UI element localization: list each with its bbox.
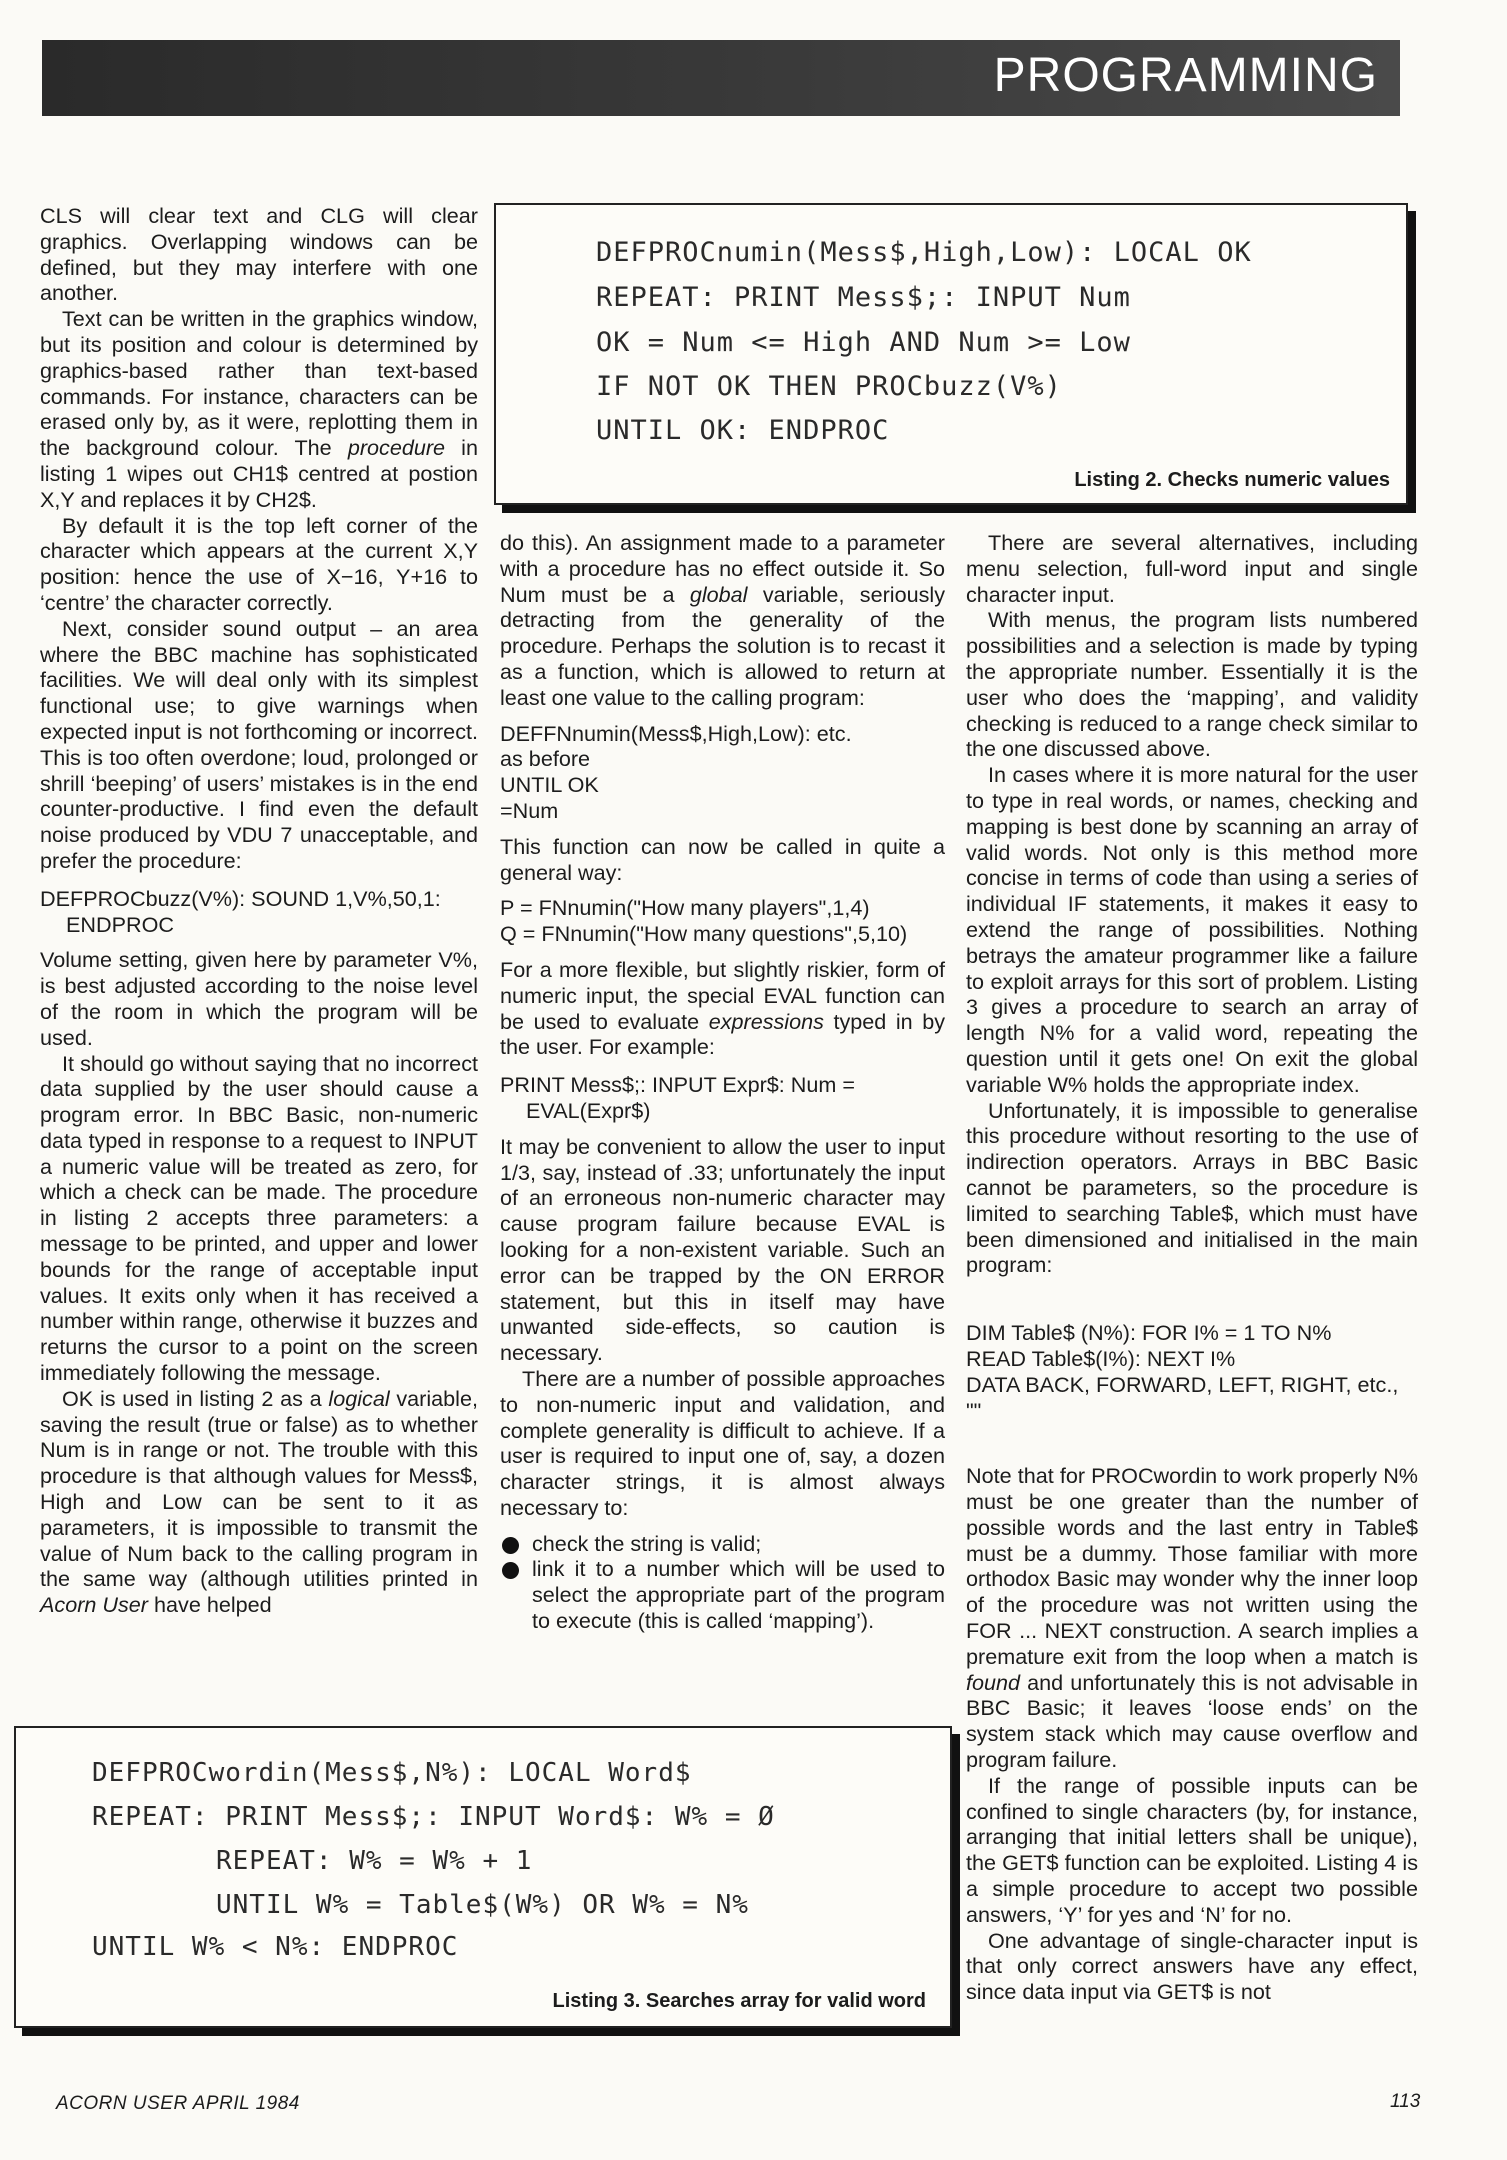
paragraph: For a more flexible, but slightly riskier, form of numeric input, the special EVAL function can be used to evaluate expressions typed in by the user. For example: xyxy=(500,956,945,1060)
bullet-list xyxy=(500,1531,945,1634)
paragraph: Next, consider sound output – an area where the BBC machine has sophisticated facilities. We will deal only with its simplest functional use; to give warnings when expected input is not forthcoming or incorrect. This is too often overdone; loud, prolonged or shrill ‘beeping’ of users’ mistakes is in the end counter-productive. I find even the default noise produced by VDU 7 unacceptable, and prefer the procedure: xyxy=(40,615,478,873)
listing-2-caption: Listing 2. Checks numeric values xyxy=(1074,469,1390,491)
listing-3-line: DEFPROCwordin(Mess$,N%): LOCAL Word$ xyxy=(92,1758,692,1788)
code-snippet: DEFPROCbuzz(V%): SOUND 1,V%,50,1: ENDPROC xyxy=(40,885,441,937)
code-snippet: PRINT Mess$;: INPUT Expr$: Num = EVAL(Expr$) xyxy=(500,1072,855,1123)
code-snippet: P = FNnumin("How many players",1,4) Q = FNnumin("How many questions",5,10) xyxy=(500,895,908,947)
code-snippet: DEFFNnumin(Mess$,High,Low): etc. as before UNTIL OK =Num xyxy=(500,720,852,823)
listing-2-line: UNTIL OK: ENDPROC xyxy=(596,415,890,446)
listing-3-line: REPEAT: PRINT Mess$;: INPUT Word$: W% = Ø xyxy=(92,1802,775,1832)
paragraph: Note that for PROCwordin to work properly N% must be one greater than the number of possible words and the last entry in Table$ must be a dummy. Those familiar with more orthodox Basic may wonder why the inner loop of the procedure was not written using the FOR ... NEXT construction. A search implies a premature exit from the loop when a match is found and unfortunately this is not advisable in BBC Basic; it leaves ‘loose ends’ on the system stack which may cause overflow and program failure. xyxy=(966,1463,1418,1773)
listing-2-box xyxy=(494,203,1408,505)
paragraph: do this). An assignment made to a parameter with a procedure has no effect outside it. So Num must be a global variable, seriously detracting from the generality of the procedure. Perhaps the solution is to recast it as a function, which is allowed to return at least one value to the calling program: xyxy=(500,530,945,710)
paragraph: Text can be written in the graphics window, but its position and colour is determined by graphics-based rather than text-based commands. For instance, characters can be erased only by, as it were, replotting them in the background colour. The procedure in listing 1 wipes out CH1$ centred at postion X,Y and replaces it by CH2$. xyxy=(40,306,478,512)
section-title: PROGRAMMING xyxy=(993,49,1378,102)
footer-issue: ACORN USER APRIL 1984 xyxy=(56,2093,300,2114)
paragraph: If the range of possible inputs can be confined to single characters (by, for instance, arranging that initial letters shall be unique), the GET$ function can be exploited. Listing 4 is a simple procedure to accept two possible answers, ‘Y’ for yes and ‘N’ for no. xyxy=(966,1772,1418,1927)
listing-3-line: REPEAT: W% = W% + 1 xyxy=(216,1846,533,1876)
paragraph: This function can now be called in quite a general way: xyxy=(500,833,945,885)
bullet-item: check the string is valid; xyxy=(500,1531,945,1557)
listing-2-line: IF NOT OK THEN PROCbuzz(V%) xyxy=(596,371,1062,402)
listing-3-line: UNTIL W% = Table$(W%) OR W% = N% xyxy=(216,1890,749,1920)
paragraph: Volume setting, given here by parameter V%, is best adjusted according to the noise level of the room in which the program will be used. xyxy=(40,947,478,1050)
paragraph: It may be convenient to allow the user to input 1/3, say, instead of .33; unfortunately the input of an erroneous non-numeric character may cause program failure because EVAL is looking for a non-existent variable. Such an error can be trapped by the ON ERROR statement, but this in itself may have unwanted side-effects, so caution is necessary. xyxy=(500,1133,945,1366)
listing-2-line: OK = Num <= High AND Num >= Low xyxy=(596,327,1131,358)
paragraph: By default it is the top left corner of the character which appears at the current X,Y position: hence the use of X−16, Y+16 to ‘centre’ the character correctly. xyxy=(40,512,478,615)
paragraph: It should go without saying that no incorrect data supplied by the user should cause a program error. In BBC Basic, non-numeric data typed in response to a request to INPUT a numeric value will be treated as zero, for which a check can be made. The procedure in listing 2 accepts three parameters: a message to be printed, and upper and lower bounds for the range of acceptable input values. It exits only when it has received a number within range, otherwise it buzzes and returns the cursor to a point on the screen immediately following the message. xyxy=(40,1050,478,1386)
article-column-1 xyxy=(40,203,478,1618)
section-header-bar xyxy=(42,40,1400,116)
paragraph: With menus, the program lists numbered possibilities and a selection is made by typing the appropriate number. Essentially it is the user who does the ‘mapping’, and validity checking is reduced to a range check similar to the one discussed above. xyxy=(966,607,1418,762)
listing-2-line: REPEAT: PRINT Mess$;: INPUT Num xyxy=(596,282,1131,313)
listing-3-caption: Listing 3. Searches array for valid word xyxy=(552,1990,926,2012)
bullet-item: link it to a number which will be used to select the appropriate part of the program to execute (this is called ‘mapping’). xyxy=(500,1556,945,1633)
paragraph: In cases where it is more natural for the user to type in real words, or names, checking and mapping is best done by scanning an array of valid words. Not only is this method more concise in terms of code than using a series of individual IF statements, it makes it easy to extend the range of possibilities. Nothing betrays the amateur programmer like a failure to exploit arrays for this sort of problem. Listing 3 gives a procedure to search an array of length N% for a valid word, repeating the question until it gets one! On exit the global variable W% holds the appropriate index. xyxy=(966,762,1418,1097)
listing-2-line: DEFPROCnumin(Mess$,High,Low): LOCAL OK xyxy=(596,237,1252,268)
paragraph: CLS will clear text and CLG will clear graphics. Overlapping windows can be defined, but they may interfere with one another. xyxy=(40,203,478,306)
paragraph: OK is used in listing 2 as a logical variable, saving the result (true or false) as to whether Num is in range or not. The trouble with this procedure is that although values for Mess$, High and Low can be sent to it as parameters, it is impossible to transmit the value of Num back to the calling program in the same way (although utilities printed in Acorn User have helped xyxy=(40,1385,478,1618)
paragraph: Unfortunately, it is impossible to generalise this procedure without resorting to the use of indirection operators. Arrays in BBC Basic cannot be parameters, so the procedure is limited to searching Table$, which must have been dimensioned and initialised in the main program: xyxy=(966,1097,1418,1278)
listing-3-line: UNTIL W% < N%: ENDPROC xyxy=(92,1932,459,1962)
article-column-3 xyxy=(966,530,1418,2005)
paragraph: There are a number of possible approaches to non-numeric input and validation, and complete generality is difficult to achieve. If a user is required to input one of, say, a dozen character strings, it is almost always necessary to: xyxy=(500,1365,945,1520)
paragraph: One advantage of single-character input is that only correct answers have any effect, since data input via GET$ is not xyxy=(966,1927,1418,2005)
code-snippet: DIM Table$ (N%): FOR I% = 1 TO N% READ Table$(I%): NEXT I% DATA BACK, FORWARD, LEFT, RIGHT, etc., "" xyxy=(966,1320,1399,1423)
listing-3-box xyxy=(14,1726,952,2028)
article-column-2 xyxy=(500,530,945,1634)
page-number: 113 xyxy=(1390,2091,1421,2112)
paragraph: There are several alternatives, including menu selection, full-word input and single character input. xyxy=(966,530,1418,607)
